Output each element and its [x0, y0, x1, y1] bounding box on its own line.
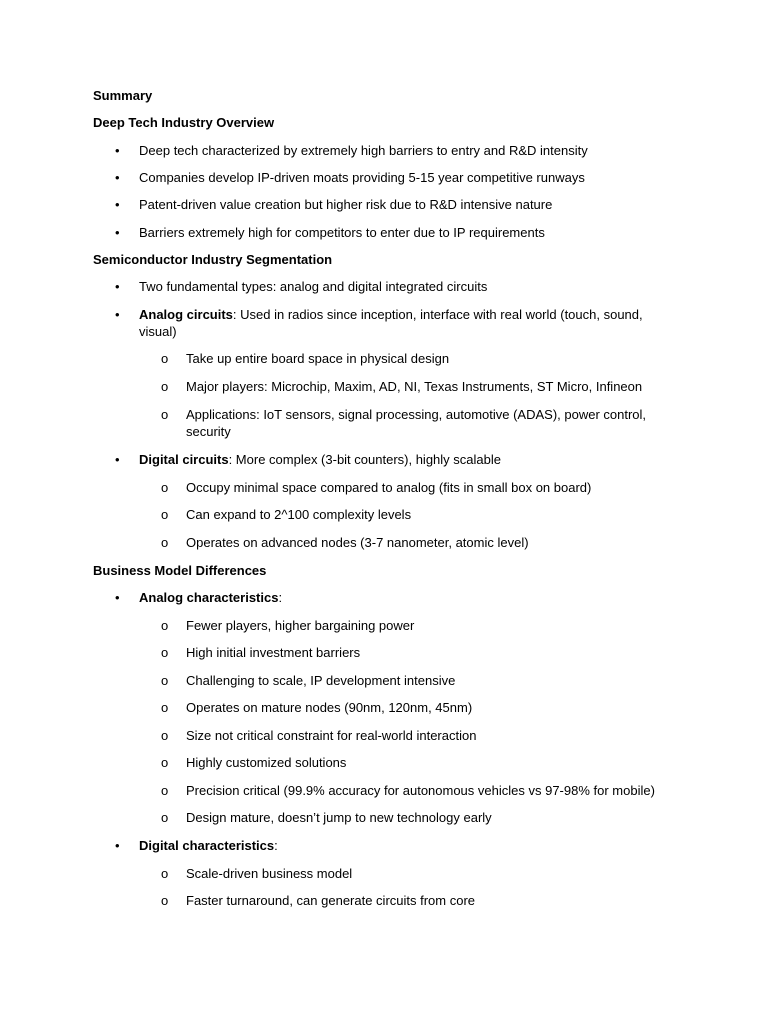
- list-item: [115, 589, 649, 606]
- section-heading-deep-tech: Deep Tech Industry Overview: [93, 115, 275, 130]
- sub-bullet-marker: o: [161, 866, 169, 881]
- bullet-marker: •: [115, 452, 120, 467]
- bullet-marker: •: [115, 143, 120, 158]
- sub-list-item: [161, 892, 656, 909]
- sub-list-item: [161, 617, 656, 634]
- sub-bullet-marker: o: [161, 351, 169, 366]
- sub-bullet-marker: o: [161, 480, 169, 495]
- sub-bullet-marker: o: [161, 755, 169, 770]
- list-item-text: Companies develop IP-driven moats providing 5-15 year competitive runways: [139, 170, 585, 185]
- list-item: [115, 278, 649, 295]
- sub-list-item-text: Applications: IoT sensors, signal processing, automotive (ADAS), power control, security: [186, 407, 647, 439]
- bullet-marker: •: [115, 307, 120, 322]
- sub-list-item-text: Faster turnaround, can generate circuits from core: [186, 893, 476, 908]
- sub-list-item: [161, 809, 656, 826]
- bullet-marker: •: [115, 279, 120, 294]
- list-item: [115, 196, 649, 213]
- sub-list-item: [161, 699, 656, 716]
- sub-list-item-text: Take up entire board space in physical design: [186, 351, 450, 366]
- sub-list-item: [161, 782, 686, 799]
- sub-list-item: [161, 350, 656, 367]
- list-item: [115, 837, 649, 854]
- list-item-text: : Used in radios since inception, interface with real world (touch, sound, visual): [139, 307, 643, 339]
- sub-list-item-text: Precision critical (99.9% accuracy for autonomous vehicles vs 97-98% for mobile): [186, 783, 655, 798]
- sub-list-item-text: Size not critical constraint for real-world interaction: [186, 728, 477, 743]
- sub-list-item: [161, 754, 656, 771]
- list-item-text: Barriers extremely high for competitors to enter due to IP requirements: [139, 225, 545, 240]
- sub-bullet-marker: o: [161, 379, 169, 394]
- sub-list-item: [161, 406, 656, 440]
- sub-list-item-text: High initial investment barriers: [186, 645, 361, 660]
- sub-list-item: [161, 534, 656, 551]
- sub-bullet-marker: o: [161, 673, 169, 688]
- sub-bullet-marker: o: [161, 535, 169, 550]
- sub-list-item-text: Operates on advanced nodes (3-7 nanometer, atomic level): [186, 535, 529, 550]
- list-item: [115, 142, 649, 159]
- list-item-text: : More complex (3-bit counters), highly scalable: [228, 452, 501, 467]
- sub-list-item: [161, 479, 656, 496]
- sub-list-item: [161, 727, 656, 744]
- sub-bullet-marker: o: [161, 618, 169, 633]
- section-heading-business-model: Business Model Differences: [93, 563, 267, 578]
- bullet-marker: •: [115, 170, 120, 185]
- bullet-marker: •: [115, 590, 120, 605]
- sub-bullet-marker: o: [161, 728, 169, 743]
- sub-list-item-text: Challenging to scale, IP development intensive: [186, 673, 456, 688]
- sub-bullet-marker: o: [161, 893, 169, 908]
- list-item-text: Patent-driven value creation but higher risk due to R&D intensive nature: [139, 197, 553, 212]
- sub-list-item: [161, 672, 656, 689]
- summary-heading: Summary: [93, 88, 153, 103]
- sub-list-item-text: Major players: Microchip, Maxim, AD, NI, Texas Instruments, ST Micro, Infineon: [186, 379, 643, 394]
- sub-bullet-marker: o: [161, 783, 169, 798]
- sub-list-item-text: Operates on mature nodes (90nm, 120nm, 45nm): [186, 700, 473, 715]
- list-item: [115, 451, 649, 468]
- list-item: [115, 306, 649, 340]
- list-item-text: :: [278, 590, 283, 605]
- list-item-text: :: [274, 838, 278, 853]
- sub-list-item-text: Fewer players, higher bargaining power: [186, 618, 415, 633]
- sub-list-item-text: Design mature, doesn’t jump to new technology early: [186, 810, 492, 825]
- sub-bullet-marker: o: [161, 645, 169, 660]
- section-heading-semiconductor: Semiconductor Industry Segmentation: [93, 252, 333, 267]
- list-item-text: Deep tech characterized by extremely high barriers to entry and R&D intensity: [139, 143, 588, 158]
- bullet-marker: •: [115, 838, 120, 853]
- list-item-bold-label: Analog characteristics: [139, 590, 279, 605]
- list-item: [115, 169, 649, 186]
- sub-bullet-marker: o: [161, 700, 169, 715]
- sub-list-item-text: Highly customized solutions: [186, 755, 347, 770]
- sub-list-item-text: Can expand to 2^100 complexity levels: [186, 507, 412, 522]
- sub-list-item: [161, 644, 656, 661]
- sub-bullet-marker: o: [161, 407, 169, 422]
- sub-list-item-text: Scale-driven business model: [186, 866, 353, 881]
- list-item-bold-label: Digital characteristics: [139, 838, 275, 853]
- list-item-bold-label: Analog circuits: [139, 307, 233, 322]
- sub-list-item: [161, 865, 656, 882]
- list-item: [115, 224, 649, 241]
- sub-list-item-text: Occupy minimal space compared to analog (fits in small box on board): [186, 480, 592, 495]
- list-item-text: Two fundamental types: analog and digital integrated circuits: [139, 279, 488, 294]
- bullet-marker: •: [115, 197, 120, 212]
- sub-list-item: [161, 378, 656, 395]
- list-item-bold-label: Digital circuits: [139, 452, 229, 467]
- sub-bullet-marker: o: [161, 810, 169, 825]
- sub-bullet-marker: o: [161, 507, 169, 522]
- bullet-marker: •: [115, 225, 120, 240]
- sub-list-item: [161, 506, 656, 523]
